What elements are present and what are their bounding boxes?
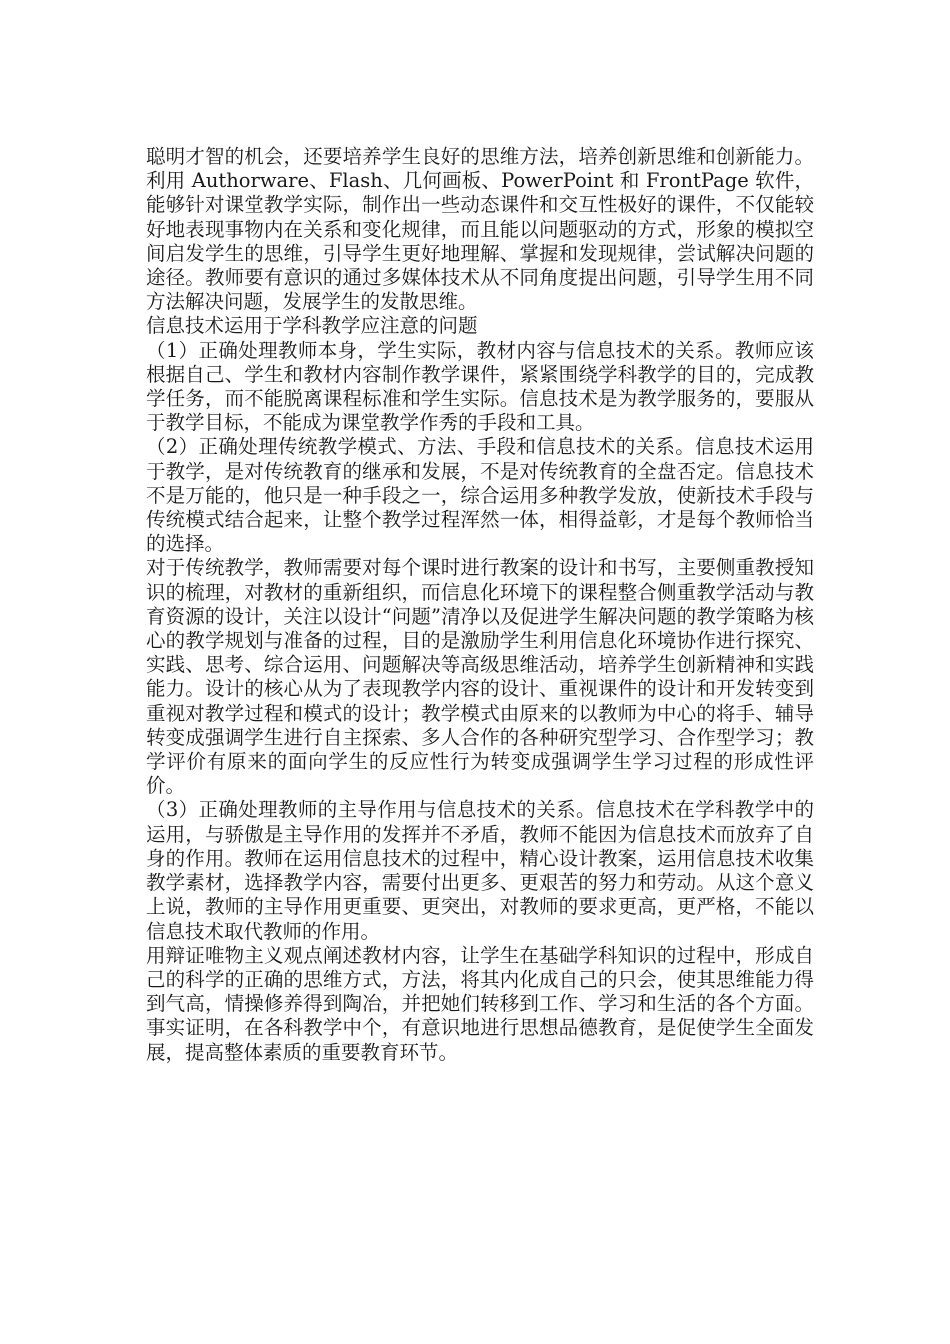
paragraph-intro-continued: 聪明才智的机会，还要培养学生良好的思维方法，培养创新思维和创新能力。利用 Authorware、Flash、几何画板、PowerPoint 和 FrontPage 软件，能够针对课堂教学实际，制作出一些动态课件和交互性极好的课件，不仅能较好地表现事物内在关系和变化规律，而且能以问题驱动的方式，形象的模拟空间启发学生的思维，引导学生更好地理解、掌握和发现规律，尝试解决问题的途径。教师要有意识的通过多媒体技术从不同角度提出问题，引导学生用不同方法解决问题，发展学生的发散思维。 — [146, 145, 814, 314]
paragraph-point-3: （3）正确处理教师的主导作用与信息技术的关系。信息技术在学科教学中的运用，与骄傲是主导作用的发挥并不矛盾，教师不能因为信息技术而放弃了自身的作用。教师在运用信息技术的过程中，精心设计教案，运用信息技术收集教学素材，选择教学内容，需要付出更多、更艰苦的努力和劳动。从这个意义上说，教师的主导作用更重要、更突出，对教师的要求更高，更严格，不能以信息技术取代教师的作用。 — [146, 798, 814, 943]
paragraph-point-2: （2）正确处理传统教学模式、方法、手段和信息技术的关系。信息技术运用于教学，是对传统教育的继承和发展，不是对传统教育的全盘否定。信息技术不是万能的，他只是一种手段之一，综合运用多种教学发放，使新技术手段与传统模式结合起来，让整个教学过程浑然一体，相得益彰，才是每个教师恰当的选择。 — [146, 435, 814, 556]
section-heading: 信息技术运用于学科教学应注意的问题 — [146, 314, 478, 338]
paragraph-dialectical-materialism: 用辩证唯物主义观点阐述教材内容，让学生在基础学科知识的过程中，形成自己的科学的正确的思维方式，方法，将其内化成自己的只会，使其思维能力得到气高，情操修养得到陶冶，并把她们转移到工作、学习和生活的各个方面。事实证明，在各科教学中个，有意识地进行思想品德教育，是促使学生全面发展，提高整体素质的重要教育环节。 — [146, 943, 814, 1064]
document-body — [146, 145, 814, 1065]
paragraph-traditional-teaching: 对于传统教学，教师需要对每个课时进行教案的设计和书写，主要侧重教授知识的梳理，对教材的重新组织，而信息化环境下的课程整合侧重教学活动与教育资源的设计，关注以设计“问题”清净以及促进学生解决问题的教学策略为核心的教学规划与准备的过程，目的是激励学生利用信息化环境协作进行探究、实践、思考、综合运用、问题解决等高级思维活动，培养学生创新精神和实践能力。设计的核心从为了表现教学内容的设计、重视课件的设计和开发转变到重视对教学过程和模式的设计；教学模式由原来的以教师为中心的将手、辅导转变成强调学生进行自主探索、多人合作的各种研究型学习、合作型学习；教学评价有原来的面向学生的反应性行为转变成强调学生学习过程的形成性评价。 — [146, 556, 814, 798]
paragraph-point-1: （1）正确处理教师本身，学生实际，教材内容与信息技术的关系。教师应该根据自己、学生和教材内容制作教学课件，紧紧围绕学科教学的目的，完成教学任务，而不能脱离课程标准和学生实际。信息技术是为教学服务的，要服从于教学目标，不能成为课堂教学作秀的手段和工具。 — [146, 338, 814, 435]
